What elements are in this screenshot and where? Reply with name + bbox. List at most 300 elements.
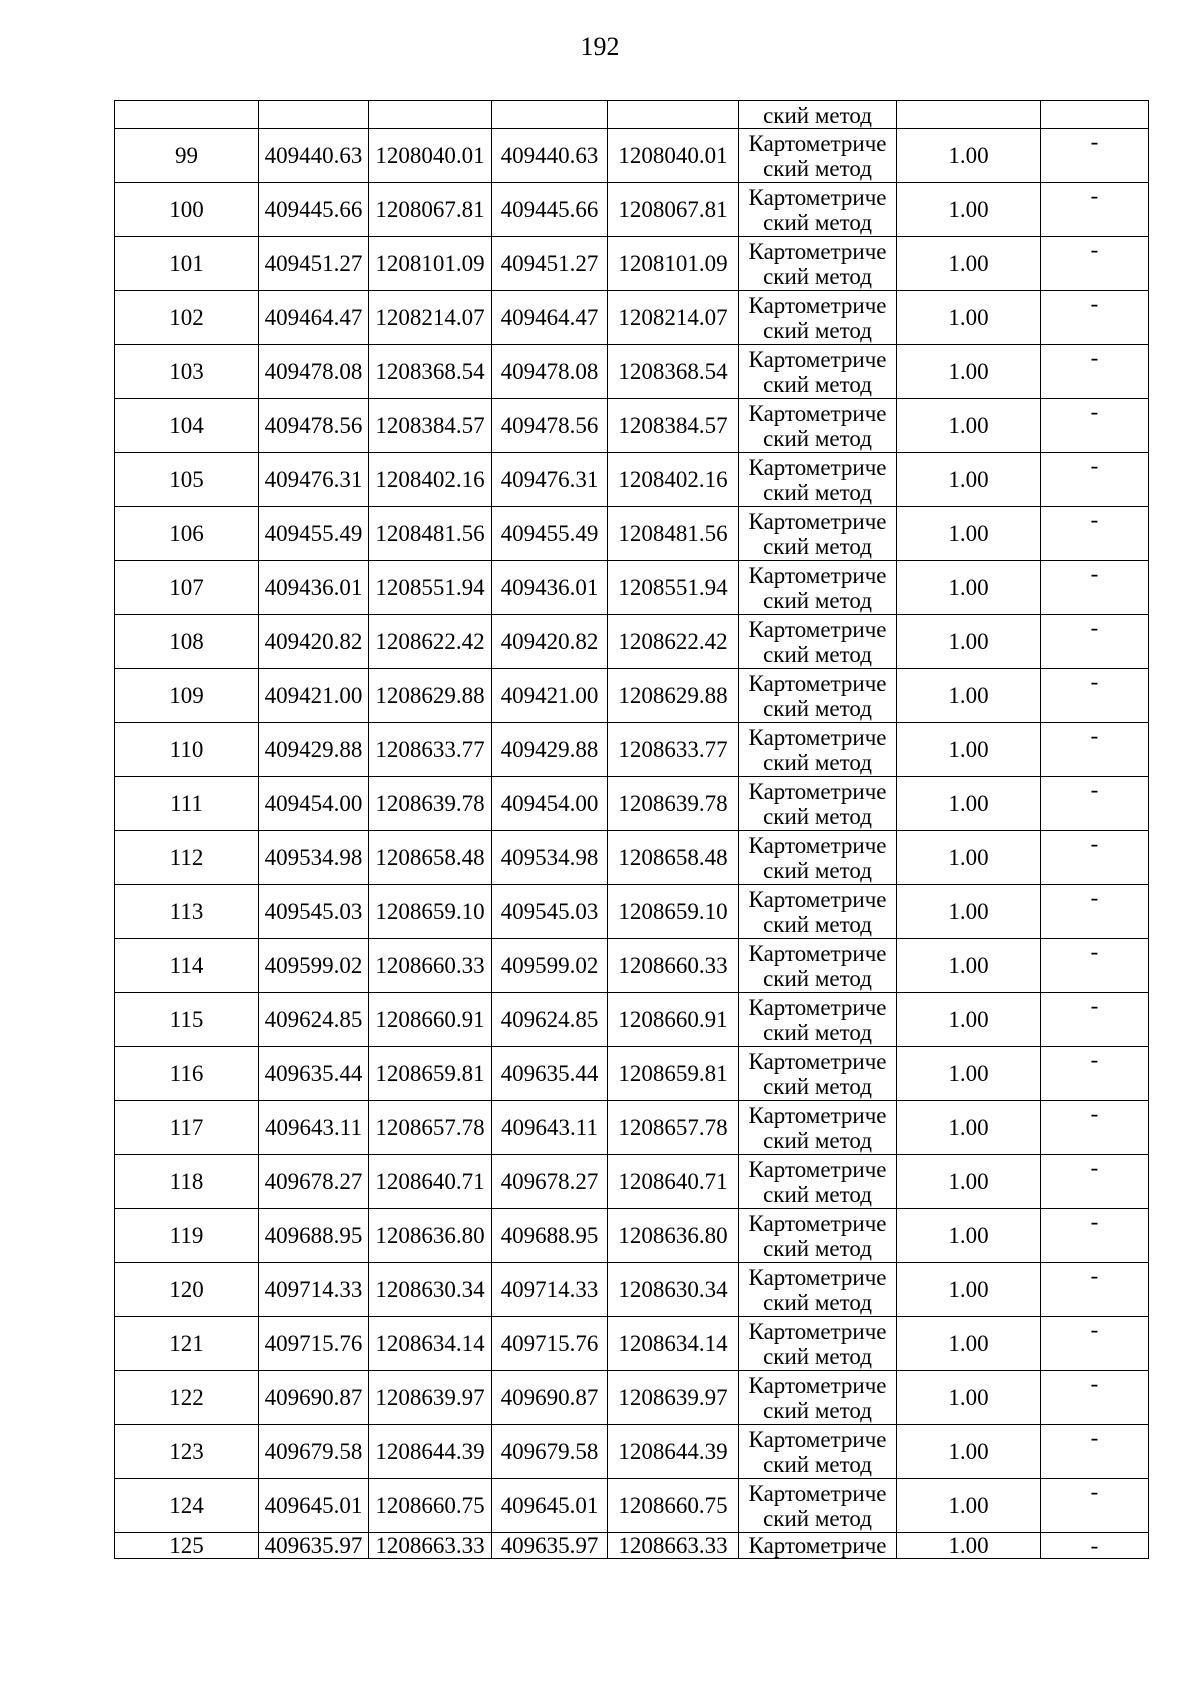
method-line-1: Картометриче — [748, 1210, 887, 1236]
method-cell — [739, 561, 897, 615]
note-cell: - — [1041, 237, 1149, 291]
note-cell: - — [1041, 129, 1149, 183]
method-line-2: ский метод — [763, 263, 872, 289]
accuracy-cell: 1.00 — [897, 1533, 1041, 1559]
method-cell — [739, 399, 897, 453]
page-number: 192 — [580, 32, 620, 61]
table-row — [115, 777, 1149, 831]
y-existing-cell: 1208214.07 — [369, 291, 492, 345]
accuracy-cell: 1.00 — [897, 507, 1041, 561]
x-existing-cell: 409454.00 — [259, 777, 369, 831]
method-line-2: ский метод — [763, 695, 872, 721]
note-cell: - — [1041, 885, 1149, 939]
method-cell — [739, 291, 897, 345]
table-row — [115, 453, 1149, 507]
accuracy-cell: 1.00 — [897, 1209, 1041, 1263]
table-row — [115, 237, 1149, 291]
method-line-1: Картометриче — [748, 130, 887, 156]
method-cell — [739, 345, 897, 399]
accuracy-cell: 1.00 — [897, 1047, 1041, 1101]
point-number-cell: 108 — [115, 615, 259, 669]
point-number-cell: 104 — [115, 399, 259, 453]
note-cell: - — [1041, 939, 1149, 993]
x-new-cell: 409429.88 — [492, 723, 608, 777]
y-existing-cell: 1208622.42 — [369, 615, 492, 669]
point-number-cell: 115 — [115, 993, 259, 1047]
note-cell: - — [1041, 615, 1149, 669]
point-number-cell: 112 — [115, 831, 259, 885]
y-new-cell: 1208639.97 — [608, 1371, 739, 1425]
cell-empty — [1041, 101, 1149, 129]
y-new-cell: 1208101.09 — [608, 237, 739, 291]
y-existing-cell: 1208657.78 — [369, 1101, 492, 1155]
x-existing-cell: 409679.58 — [259, 1425, 369, 1479]
y-new-cell: 1208402.16 — [608, 453, 739, 507]
note-cell: - — [1041, 291, 1149, 345]
x-new-cell: 409715.76 — [492, 1317, 608, 1371]
note-cell: - — [1041, 1425, 1149, 1479]
accuracy-cell: 1.00 — [897, 291, 1041, 345]
point-number-cell: 102 — [115, 291, 259, 345]
y-new-cell: 1208658.48 — [608, 831, 739, 885]
x-existing-cell: 409478.08 — [259, 345, 369, 399]
table-row — [115, 615, 1149, 669]
table-row — [115, 291, 1149, 345]
note-cell: - — [1041, 453, 1149, 507]
accuracy-cell: 1.00 — [897, 939, 1041, 993]
coordinates-table — [114, 100, 1149, 1559]
x-new-cell: 409679.58 — [492, 1425, 608, 1479]
point-number-cell: 116 — [115, 1047, 259, 1101]
method-cell — [739, 1425, 897, 1479]
method-line-1: Картометриче — [748, 1372, 887, 1398]
y-new-cell: 1208551.94 — [608, 561, 739, 615]
method-cell — [739, 129, 897, 183]
method-line-2: ский метод — [763, 1289, 872, 1315]
accuracy-cell: 1.00 — [897, 1263, 1041, 1317]
x-new-cell: 409445.66 — [492, 183, 608, 237]
method-cell — [739, 1317, 897, 1371]
y-new-cell: 1208384.57 — [608, 399, 739, 453]
y-new-cell: 1208067.81 — [608, 183, 739, 237]
y-new-cell: 1208660.33 — [608, 939, 739, 993]
method-line-2: ский метод — [763, 533, 872, 559]
y-existing-cell: 1208644.39 — [369, 1425, 492, 1479]
x-new-cell: 409455.49 — [492, 507, 608, 561]
method-line-2: ский метод — [763, 1343, 872, 1369]
x-new-cell: 409454.00 — [492, 777, 608, 831]
x-existing-cell: 409451.27 — [259, 237, 369, 291]
method-cell — [739, 237, 897, 291]
method-line-1: Картометриче — [748, 1318, 887, 1344]
y-new-cell: 1208629.88 — [608, 669, 739, 723]
table-row — [115, 1155, 1149, 1209]
note-cell: - — [1041, 777, 1149, 831]
point-number-cell: 107 — [115, 561, 259, 615]
table-row — [115, 399, 1149, 453]
method-line-1: Картометриче — [748, 940, 887, 966]
method-cell — [739, 777, 897, 831]
point-number-cell: 121 — [115, 1317, 259, 1371]
note-cell: - — [1041, 1209, 1149, 1263]
y-existing-cell: 1208660.33 — [369, 939, 492, 993]
point-number-cell: 111 — [115, 777, 259, 831]
note-cell: - — [1041, 1533, 1149, 1559]
accuracy-cell: 1.00 — [897, 561, 1041, 615]
accuracy-cell: 1.00 — [897, 669, 1041, 723]
point-number-cell: 106 — [115, 507, 259, 561]
y-existing-cell: 1208368.54 — [369, 345, 492, 399]
accuracy-cell: 1.00 — [897, 183, 1041, 237]
y-existing-cell: 1208659.10 — [369, 885, 492, 939]
method-line-1: Картометриче — [748, 886, 887, 912]
method-line-2: ский метод — [763, 1019, 872, 1045]
y-existing-cell: 1208040.01 — [369, 129, 492, 183]
x-existing-cell: 409545.03 — [259, 885, 369, 939]
method-cell — [739, 183, 897, 237]
cell-empty — [115, 101, 259, 129]
method-line-1: Картометриче — [748, 238, 887, 264]
method-line-1: Картометриче — [748, 1156, 887, 1182]
method-cell — [739, 723, 897, 777]
method-line-1: Картометриче — [748, 994, 887, 1020]
x-existing-cell: 409714.33 — [259, 1263, 369, 1317]
method-line-1: Картометриче — [748, 832, 887, 858]
x-existing-cell: 409715.76 — [259, 1317, 369, 1371]
point-number-cell: 101 — [115, 237, 259, 291]
method-cell — [739, 1101, 897, 1155]
method-line-1: Картометриче — [748, 346, 887, 372]
method-line-1: Картометриче — [748, 670, 887, 696]
method-line-1: Картометриче — [748, 508, 887, 534]
x-existing-cell: 409624.85 — [259, 993, 369, 1047]
point-number-cell: 120 — [115, 1263, 259, 1317]
accuracy-cell: 1.00 — [897, 1479, 1041, 1533]
y-new-cell: 1208657.78 — [608, 1101, 739, 1155]
table-row — [115, 345, 1149, 399]
table-row — [115, 939, 1149, 993]
y-existing-cell: 1208551.94 — [369, 561, 492, 615]
accuracy-cell: 1.00 — [897, 777, 1041, 831]
method-line-2: ский метод — [763, 425, 872, 451]
y-existing-cell: 1208659.81 — [369, 1047, 492, 1101]
accuracy-cell: 1.00 — [897, 237, 1041, 291]
table-row — [115, 885, 1149, 939]
y-new-cell: 1208639.78 — [608, 777, 739, 831]
x-new-cell: 409690.87 — [492, 1371, 608, 1425]
method-cell — [739, 507, 897, 561]
table-row — [115, 1317, 1149, 1371]
y-new-cell: 1208659.10 — [608, 885, 739, 939]
table-row — [115, 993, 1149, 1047]
x-existing-cell: 409635.97 — [259, 1533, 369, 1559]
y-new-cell: 1208660.75 — [608, 1479, 739, 1533]
x-existing-cell: 409440.63 — [259, 129, 369, 183]
note-cell: - — [1041, 993, 1149, 1047]
method-cell — [739, 453, 897, 507]
y-existing-cell: 1208660.91 — [369, 993, 492, 1047]
x-existing-cell: 409688.95 — [259, 1209, 369, 1263]
method-line-1: Картометриче — [748, 1426, 887, 1452]
accuracy-cell: 1.00 — [897, 129, 1041, 183]
table-row — [115, 723, 1149, 777]
table-row — [115, 129, 1149, 183]
accuracy-cell: 1.00 — [897, 723, 1041, 777]
table-row — [115, 1371, 1149, 1425]
method-cell: Картометриче — [739, 1533, 897, 1559]
method-line-2: ский метод — [763, 641, 872, 667]
method-line-1: Картометриче — [748, 1264, 887, 1290]
x-existing-cell: 409534.98 — [259, 831, 369, 885]
method-line-2: ский метод — [763, 155, 872, 181]
method-cell — [739, 939, 897, 993]
x-existing-cell: 409678.27 — [259, 1155, 369, 1209]
method-cell — [739, 615, 897, 669]
method-cell — [739, 1479, 897, 1533]
note-cell: - — [1041, 1317, 1149, 1371]
x-existing-cell: 409476.31 — [259, 453, 369, 507]
x-existing-cell: 409455.49 — [259, 507, 369, 561]
method-line-2: ский метод — [763, 317, 872, 343]
method-line-1: Картометриче — [748, 454, 887, 480]
x-existing-cell: 409445.66 — [259, 183, 369, 237]
method-line-1: Картометриче — [748, 400, 887, 426]
x-existing-cell: 409635.44 — [259, 1047, 369, 1101]
note-cell: - — [1041, 1263, 1149, 1317]
method-line-1: Картометриче — [748, 616, 887, 642]
cell-empty — [492, 101, 608, 129]
y-existing-cell: 1208640.71 — [369, 1155, 492, 1209]
y-existing-cell: 1208630.34 — [369, 1263, 492, 1317]
x-new-cell: 409599.02 — [492, 939, 608, 993]
accuracy-cell: 1.00 — [897, 1371, 1041, 1425]
method-line-2: ский метод — [763, 1235, 872, 1261]
y-new-cell: 1208663.33 — [608, 1533, 739, 1559]
x-new-cell: 409420.82 — [492, 615, 608, 669]
y-existing-cell: 1208636.80 — [369, 1209, 492, 1263]
method-line-1: Картометриче — [748, 1102, 887, 1128]
method-cell — [739, 885, 897, 939]
y-existing-cell: 1208633.77 — [369, 723, 492, 777]
cell-empty — [369, 101, 492, 129]
method-line-2: ский метод — [763, 1505, 872, 1531]
y-new-cell: 1208634.14 — [608, 1317, 739, 1371]
x-new-cell: 409688.95 — [492, 1209, 608, 1263]
y-new-cell: 1208659.81 — [608, 1047, 739, 1101]
point-number-cell: 103 — [115, 345, 259, 399]
point-number-cell: 122 — [115, 1371, 259, 1425]
table-row — [115, 669, 1149, 723]
y-new-cell: 1208481.56 — [608, 507, 739, 561]
point-number-cell: 125 — [115, 1533, 259, 1559]
x-existing-cell: 409645.01 — [259, 1479, 369, 1533]
point-number-cell: 117 — [115, 1101, 259, 1155]
note-cell: - — [1041, 1101, 1149, 1155]
y-existing-cell: 1208639.78 — [369, 777, 492, 831]
point-number-cell: 118 — [115, 1155, 259, 1209]
note-cell: - — [1041, 831, 1149, 885]
x-existing-cell: 409429.88 — [259, 723, 369, 777]
method-line-2: ский метод — [763, 749, 872, 775]
method-line-1: Картометриче — [748, 1048, 887, 1074]
method-cell — [739, 1209, 897, 1263]
method-cell — [739, 1263, 897, 1317]
note-cell: - — [1041, 183, 1149, 237]
table-row — [115, 1425, 1149, 1479]
note-cell: - — [1041, 669, 1149, 723]
method-line-2: ский метод — [763, 857, 872, 883]
x-new-cell: 409421.00 — [492, 669, 608, 723]
accuracy-cell: 1.00 — [897, 1101, 1041, 1155]
method-cell — [739, 831, 897, 885]
point-number-cell: 105 — [115, 453, 259, 507]
point-number-cell: 100 — [115, 183, 259, 237]
accuracy-cell: 1.00 — [897, 453, 1041, 507]
note-cell: - — [1041, 1155, 1149, 1209]
x-new-cell: 409451.27 — [492, 237, 608, 291]
y-new-cell: 1208040.01 — [608, 129, 739, 183]
accuracy-cell: 1.00 — [897, 831, 1041, 885]
y-existing-cell: 1208067.81 — [369, 183, 492, 237]
x-existing-cell: 409436.01 — [259, 561, 369, 615]
accuracy-cell: 1.00 — [897, 345, 1041, 399]
method-cell — [739, 1047, 897, 1101]
x-new-cell: 409678.27 — [492, 1155, 608, 1209]
accuracy-cell: 1.00 — [897, 993, 1041, 1047]
method-cell — [739, 669, 897, 723]
note-cell: - — [1041, 723, 1149, 777]
note-cell: - — [1041, 561, 1149, 615]
method-line-1: Картометриче — [748, 562, 887, 588]
x-new-cell: 409624.85 — [492, 993, 608, 1047]
table-row — [115, 1263, 1149, 1317]
table-row — [115, 183, 1149, 237]
method-line-2: ский метод — [763, 911, 872, 937]
method-line-2: ский метод — [763, 1397, 872, 1423]
method-cell: ский метод — [739, 101, 897, 129]
method-line-2: ский метод — [763, 209, 872, 235]
method-line-1: Картометриче — [748, 1480, 887, 1506]
y-new-cell: 1208644.39 — [608, 1425, 739, 1479]
cell-empty — [897, 101, 1041, 129]
y-existing-cell: 1208402.16 — [369, 453, 492, 507]
x-new-cell: 409436.01 — [492, 561, 608, 615]
x-new-cell: 409635.97 — [492, 1533, 608, 1559]
x-existing-cell: 409478.56 — [259, 399, 369, 453]
table-row — [115, 561, 1149, 615]
point-number-cell: 109 — [115, 669, 259, 723]
x-existing-cell: 409643.11 — [259, 1101, 369, 1155]
method-line-2: ский метод — [763, 1451, 872, 1477]
table-row — [115, 1533, 1149, 1559]
note-cell: - — [1041, 1479, 1149, 1533]
method-cell — [739, 993, 897, 1047]
accuracy-cell: 1.00 — [897, 399, 1041, 453]
table-row — [115, 831, 1149, 885]
method-line-2: ский метод — [763, 803, 872, 829]
point-number-cell: 113 — [115, 885, 259, 939]
cell-empty — [259, 101, 369, 129]
x-existing-cell: 409420.82 — [259, 615, 369, 669]
accuracy-cell: 1.00 — [897, 1425, 1041, 1479]
note-cell: - — [1041, 507, 1149, 561]
x-new-cell: 409476.31 — [492, 453, 608, 507]
method-line-1: Картометриче — [748, 724, 887, 750]
accuracy-cell: 1.00 — [897, 1155, 1041, 1209]
x-new-cell: 409545.03 — [492, 885, 608, 939]
y-existing-cell: 1208481.56 — [369, 507, 492, 561]
y-existing-cell: 1208658.48 — [369, 831, 492, 885]
note-cell: - — [1041, 345, 1149, 399]
table-row — [115, 507, 1149, 561]
method-line-2: ский метод — [763, 1181, 872, 1207]
point-number-cell: 119 — [115, 1209, 259, 1263]
x-existing-cell: 409599.02 — [259, 939, 369, 993]
y-existing-cell: 1208629.88 — [369, 669, 492, 723]
method-line-2: ский метод — [763, 1073, 872, 1099]
y-new-cell: 1208214.07 — [608, 291, 739, 345]
accuracy-cell: 1.00 — [897, 885, 1041, 939]
table-row — [115, 1047, 1149, 1101]
x-new-cell: 409534.98 — [492, 831, 608, 885]
x-new-cell: 409635.44 — [492, 1047, 608, 1101]
point-number-cell: 114 — [115, 939, 259, 993]
x-new-cell: 409440.63 — [492, 129, 608, 183]
point-number-cell: 99 — [115, 129, 259, 183]
y-existing-cell: 1208384.57 — [369, 399, 492, 453]
method-cell — [739, 1155, 897, 1209]
y-new-cell: 1208622.42 — [608, 615, 739, 669]
table-row — [115, 1479, 1149, 1533]
x-new-cell: 409464.47 — [492, 291, 608, 345]
y-existing-cell: 1208634.14 — [369, 1317, 492, 1371]
x-new-cell: 409643.11 — [492, 1101, 608, 1155]
table-row — [115, 1209, 1149, 1263]
note-cell: - — [1041, 399, 1149, 453]
method-line-1: Картометриче — [748, 292, 887, 318]
method-cell — [739, 1371, 897, 1425]
point-number-cell: 110 — [115, 723, 259, 777]
y-existing-cell: 1208101.09 — [369, 237, 492, 291]
cell-empty — [608, 101, 739, 129]
table-row — [115, 1101, 1149, 1155]
accuracy-cell: 1.00 — [897, 1317, 1041, 1371]
method-line-2: ский метод — [763, 1127, 872, 1153]
x-existing-cell: 409421.00 — [259, 669, 369, 723]
note-cell: - — [1041, 1047, 1149, 1101]
method-line-1: Картометриче — [748, 184, 887, 210]
method-line-1: Картометриче — [748, 778, 887, 804]
y-existing-cell: 1208663.33 — [369, 1533, 492, 1559]
x-new-cell: 409645.01 — [492, 1479, 608, 1533]
continuation-row — [115, 101, 1149, 129]
x-existing-cell: 409464.47 — [259, 291, 369, 345]
point-number-cell: 123 — [115, 1425, 259, 1479]
x-new-cell: 409478.08 — [492, 345, 608, 399]
y-new-cell: 1208633.77 — [608, 723, 739, 777]
method-line-2: ский метод — [763, 965, 872, 991]
y-new-cell: 1208636.80 — [608, 1209, 739, 1263]
x-new-cell: 409714.33 — [492, 1263, 608, 1317]
x-new-cell: 409478.56 — [492, 399, 608, 453]
x-existing-cell: 409690.87 — [259, 1371, 369, 1425]
point-number-cell: 124 — [115, 1479, 259, 1533]
note-cell: - — [1041, 1371, 1149, 1425]
accuracy-cell: 1.00 — [897, 615, 1041, 669]
y-existing-cell: 1208660.75 — [369, 1479, 492, 1533]
y-new-cell: 1208640.71 — [608, 1155, 739, 1209]
method-line-2: ский метод — [763, 479, 872, 505]
